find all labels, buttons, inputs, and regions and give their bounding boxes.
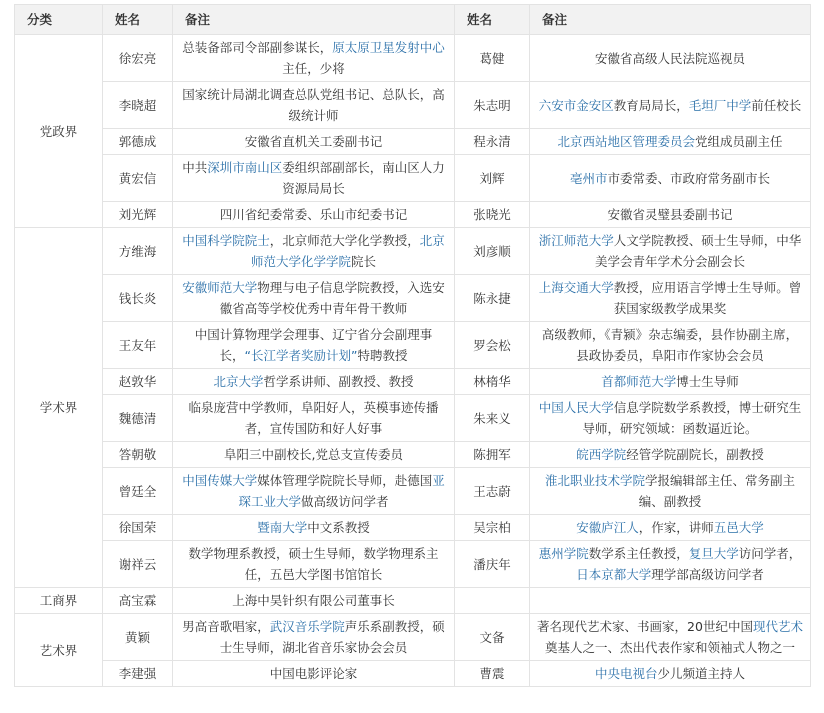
person-note (173, 515, 455, 541)
person-name[interactable]: 刘彦顺 (455, 228, 530, 275)
person-note (530, 661, 811, 687)
note-text: 媒体管理学院院长导师，赴德国 (257, 473, 433, 488)
note-link[interactable]: 中国人民大学 (538, 400, 614, 415)
person-note (173, 442, 455, 468)
note-text: 经管学院副院长，副教授 (626, 447, 764, 462)
note-text: 高级教师，《青颍》杂志编委，县作协副主席，县政协委员，阜阳市作家协会会员 (541, 327, 799, 363)
person-name[interactable]: 刘辉 (455, 155, 530, 202)
person-note (530, 614, 811, 661)
note-link[interactable]: 中国科学院院士 (182, 233, 270, 248)
note-text: 前任校长 (751, 97, 802, 113)
person-note (173, 322, 455, 369)
person-name[interactable]: 方维海 (103, 228, 173, 275)
note-text: 院长 (351, 254, 377, 269)
note-link[interactable]: 武汉音乐学院 (269, 619, 345, 634)
note-link[interactable]: 皖西学院 (576, 447, 627, 462)
person-name[interactable]: 潘庆年 (455, 541, 530, 588)
person-name: 答朝敬 (103, 442, 173, 468)
person-note (173, 614, 455, 661)
person-note (173, 661, 455, 687)
person-name[interactable]: 徐宏亮 (103, 35, 173, 82)
note-text: 奠基人之一、杰出代表作家和领袖式人物之一 (544, 640, 795, 655)
note-text: 著名现代艺术家、书画家，20世纪中国 (537, 619, 753, 634)
note-link[interactable]: 安徽师范大学 (182, 280, 258, 295)
person-note (173, 369, 455, 395)
person-note (173, 588, 455, 614)
person-note (530, 442, 811, 468)
person-name[interactable]: 葛健 (455, 35, 530, 82)
person-note (530, 275, 811, 322)
person-name[interactable]: 张晓光 (455, 202, 530, 228)
person-name[interactable]: 曹震 (455, 661, 530, 687)
table-row (15, 588, 811, 614)
note-link[interactable]: 五邑大学 (713, 520, 764, 535)
note-text: 委组织部副部长，南山区人力资源局局长 (282, 160, 445, 196)
note-link[interactable]: 亳州市 (569, 170, 608, 186)
note-text: 总装备部司令部副参谋长， (182, 40, 333, 55)
person-name[interactable]: 吴宗柏 (455, 515, 530, 541)
note-text: 主任，少将 (282, 61, 345, 76)
note-link[interactable]: “长江学者奖励计划” (244, 348, 358, 363)
person-name[interactable]: 朱来义 (455, 395, 530, 442)
person-name[interactable]: 徐国荣 (103, 515, 173, 541)
person-name: 李建强 (103, 661, 173, 687)
note-text: 物理与电子信息学院教授，入选安徽省高等学校优秀中青年骨干教师 (219, 280, 445, 316)
note-text: 教授，应用语言学博士生导师。曾获国家级教学成果奖 (613, 280, 802, 316)
table-row (15, 614, 811, 661)
table-row (15, 369, 811, 395)
note-text: 哲学系讲师、副教授、教授 (263, 374, 414, 389)
note-link[interactable]: 六安市金安区 (538, 97, 614, 113)
note-text: 理学部高级访问学者 (651, 567, 764, 582)
person-name[interactable]: 谢祥云 (103, 541, 173, 588)
note-link[interactable]: 暨南大学 (257, 520, 308, 535)
person-name[interactable]: 刘光辉 (103, 202, 173, 228)
note-link[interactable]: 首都师范大学 (601, 374, 677, 389)
note-link[interactable]: 上海交通大学 (538, 280, 614, 295)
person-name[interactable]: 王志蔚 (455, 468, 530, 515)
person-note (530, 202, 811, 228)
person-name[interactable]: 郭德成 (103, 129, 173, 155)
note-text: 阜阳三中副校长,党总支宣传委员 (224, 447, 403, 462)
person-note (530, 369, 811, 395)
person-name: 高宝霖 (103, 588, 173, 614)
person-note (530, 82, 811, 129)
person-name[interactable]: 钱长炎 (103, 275, 173, 322)
person-note (173, 129, 455, 155)
table-row (15, 35, 811, 82)
note-link[interactable]: 原太原卫星发射中心 (332, 40, 445, 55)
person-name[interactable]: 黄宏信 (103, 155, 173, 202)
person-note (530, 35, 811, 82)
note-text: ，作家，讲师 (638, 520, 714, 535)
category-cell: 艺术界 (15, 614, 103, 687)
person-note (530, 468, 811, 515)
note-link[interactable]: 毛坦厂中学 (688, 97, 752, 113)
person-note (173, 82, 455, 129)
note-link[interactable]: 安徽庐江人 (576, 520, 639, 535)
note-link[interactable]: 惠州学院 (538, 546, 589, 561)
header-category: 分类 (15, 5, 103, 35)
header-note-left: 备注 (173, 5, 455, 35)
alumni-table (14, 4, 811, 687)
note-text: 学报编辑部主任、常务副主编、副教授 (638, 473, 796, 509)
table-row (15, 515, 811, 541)
note-text: 上海中昊针织有限公司董事长 (232, 593, 395, 608)
person-name[interactable]: 陈拥军 (455, 442, 530, 468)
note-text: 人文学院教授、硕士生导师，中华美学会青年学术分会副会长 (594, 233, 802, 269)
note-text: 临泉庞营中学教师，阜阳好人，英模事迹传播者，宣传国防和好人好事 (188, 400, 439, 436)
note-text: 特聘教授 (357, 348, 408, 363)
note-link[interactable]: 北京西站地区管理委员会 (557, 134, 695, 149)
header-row (15, 5, 811, 35)
person-name[interactable]: 罗会松 (455, 322, 530, 369)
note-text: 访问学者， (738, 546, 802, 561)
note-text: 数学物理系教授，硕士生导师，数学物理系主任，五邑大学图书馆馆长 (188, 546, 439, 582)
table-body (15, 35, 811, 687)
person-note (173, 228, 455, 275)
person-name[interactable]: 程永清 (455, 129, 530, 155)
note-text: 声乐系副教授，硕士生导师，湖北省音乐家协会会员 (219, 619, 445, 655)
note-link[interactable]: 北京师范大学化学学院 (250, 233, 445, 269)
person-note (530, 322, 811, 369)
table-row (15, 82, 811, 129)
person-note (530, 129, 811, 155)
table-row (15, 395, 811, 442)
note-text: 市委常委、市政府常务副市长 (607, 170, 771, 186)
person-name[interactable]: 王友年 (103, 322, 173, 369)
note-link[interactable]: 淮北职业技术学院 (544, 473, 645, 488)
header-name-right: 姓名 (455, 5, 530, 35)
note-text: 中国电影评论家 (269, 666, 358, 681)
person-note (530, 228, 811, 275)
table-row (15, 275, 811, 322)
table-row (15, 468, 811, 515)
table-row (15, 228, 811, 275)
person-name[interactable]: 黄颖 (103, 614, 173, 661)
note-link[interactable]: 现代艺术 (752, 619, 803, 634)
note-text: 教育局局长， (613, 97, 689, 113)
note-text: ，北京师范大学化学教授， (269, 233, 420, 248)
note-text: 安徽省灵璧县委副书记 (607, 207, 733, 222)
note-link[interactable]: 复旦大学 (688, 546, 739, 561)
note-text: 中共 (182, 160, 208, 175)
note-text: 做高级访问学者 (301, 494, 389, 509)
header-name-left: 姓名 (103, 5, 173, 35)
table-row (15, 129, 811, 155)
note-link[interactable]: 中央电视台 (594, 666, 658, 681)
person-name[interactable]: 陈永捷 (455, 275, 530, 322)
person-note (173, 468, 455, 515)
note-text: 国家统计局湖北调查总队党组书记、总队长，高级统计师 (182, 87, 445, 123)
person-note (173, 35, 455, 82)
person-name (455, 588, 530, 614)
person-note (173, 275, 455, 322)
person-name[interactable]: 曾廷全 (103, 468, 173, 515)
person-note (173, 395, 455, 442)
note-text: 男高音歌唱家， (182, 619, 270, 634)
note-text: 博士生导师 (676, 374, 739, 389)
person-name[interactable]: 文备 (455, 614, 530, 661)
note-text: 数学系主任教授， (588, 546, 689, 561)
person-note (530, 541, 811, 588)
person-note (173, 541, 455, 588)
person-name[interactable]: 朱志明 (455, 82, 530, 129)
header-note-right: 备注 (530, 5, 811, 35)
note-text: 四川省纪委常委、乐山市纪委书记 (219, 207, 408, 222)
table-row (15, 155, 811, 202)
person-name[interactable]: 赵敦华 (103, 369, 173, 395)
table-row (15, 442, 811, 468)
person-note (530, 395, 811, 442)
note-link[interactable]: 浙江师范大学 (538, 233, 614, 248)
person-note (530, 155, 811, 202)
note-link[interactable]: 中国传媒大学 (182, 473, 258, 488)
person-note (530, 588, 811, 614)
table-row (15, 541, 811, 588)
note-text: 党组成员副主任 (695, 134, 783, 149)
note-text: 中文系教授 (307, 520, 370, 535)
table-row (15, 661, 811, 687)
category-cell: 党政界 (15, 35, 103, 228)
person-note (530, 515, 811, 541)
person-note (173, 155, 455, 202)
person-note (173, 202, 455, 228)
category-cell: 学术界 (15, 228, 103, 588)
note-text: 安徽省高级人民法院巡视员 (594, 50, 745, 66)
table-row (15, 202, 811, 228)
table-row (15, 322, 811, 369)
note-text: 少儿频道主持人 (657, 666, 746, 681)
note-text: 中国计算物理学会理事、辽宁省分会副理事长， (194, 327, 433, 363)
note-link[interactable]: 日本京都大学 (576, 567, 652, 582)
note-link[interactable]: 深圳市南山区 (207, 160, 283, 175)
category-cell: 工商界 (15, 588, 103, 614)
person-name[interactable]: 李晓超 (103, 82, 173, 129)
note-link[interactable]: 亚琛工业大学 (238, 473, 445, 509)
note-text: 安徽省直机关工委副书记 (244, 134, 383, 149)
note-text: 信息学院数学系教授，博士研究生导师，研究领域：函数逼近论。 (582, 400, 802, 436)
person-name: 魏德清 (103, 395, 173, 442)
note-link[interactable]: 北京大学 (213, 374, 264, 389)
person-name[interactable]: 林楕华 (455, 369, 530, 395)
